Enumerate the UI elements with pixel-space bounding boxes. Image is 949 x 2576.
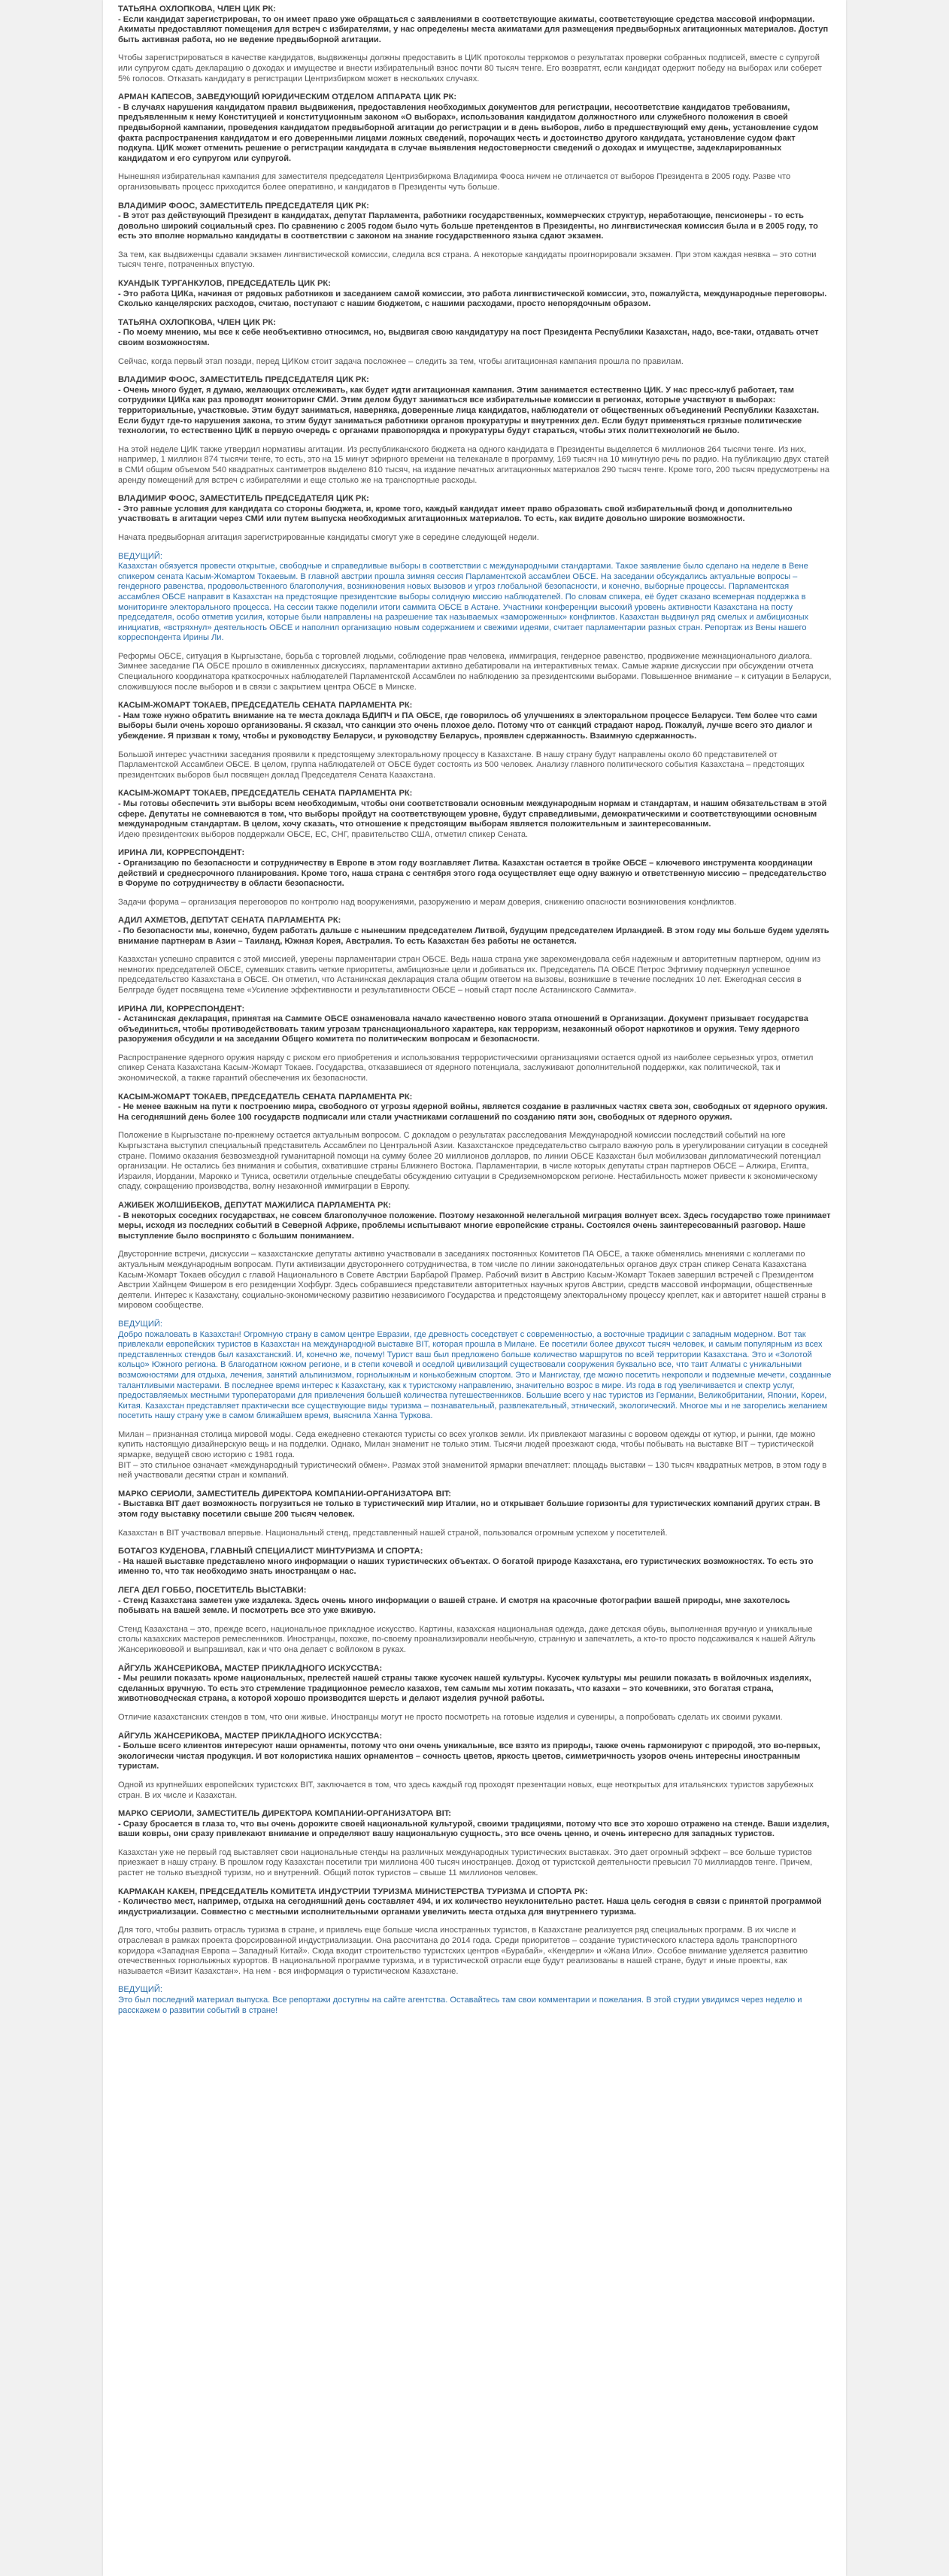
- speaker-name: АДИЛ АХМЕТОВ, ДЕПУТАТ СЕНАТА ПАРЛАМЕНТА РК:: [118, 916, 341, 926]
- speaker-name: ВЛАДИМИР ФООС, ЗАМЕСТИТЕЛЬ ПРЕДСЕДАТЕЛЯ ЦИК РК:: [118, 494, 369, 504]
- speaker-name: КАСЫМ-ЖОМАРТ ТОКАЕВ, ПРЕДСЕДАТЕЛЬ СЕНАТА ПАРЛАМЕНТА РК:: [118, 1092, 413, 1102]
- paragraph: Милан – признанная столица мировой моды. Седа ежедневно стекаются туристы со всех уголков земли. Их привлекают магазины с воровом одежды от кутюр, и рынки, где можно купить настоящую дизайнерскую вещь и на подделки. Однако, Милан знаменит не только этим. Тысячи людей проезжают сюда, чтобы побывать на выставке BIT – туристической ярмарке, ведущей свою историю с 1981 года.: [118, 1429, 816, 1460]
- transcript-block: [118, 445, 832, 486]
- speaker-name: КАСЫМ-ЖОМАРТ ТОКАЕВ, ПРЕДСЕДАТЕЛЬ СЕНАТА ПАРЛАМЕНТА РК:: [118, 789, 413, 799]
- transcript-block: [118, 701, 832, 741]
- transcript-block: [118, 279, 832, 310]
- transcript-block: [118, 1053, 832, 1084]
- speaker-quote: - На нашей выставке представлено много информации о наших туристических объектах. О богатой природе Казахстана, его туристических возможностях. То есть это именно то, что так необходимо знать иностранцам о нас.: [118, 1556, 814, 1577]
- paragraph: Идею президентских выборов поддержали ОБСЕ, ЕС, СНГ, правительство США, отметил спикер Сената.: [118, 829, 529, 839]
- transcript-block: [118, 1625, 832, 1656]
- transcript-block: [118, 1547, 832, 1577]
- paragraph: Казахстан в BIT участвовал впервые. Национальный стенд, представленный нашей страной, пользовался огромным успехом у посетителей.: [118, 1528, 668, 1538]
- transcript-block: [118, 1430, 832, 1481]
- speaker-name: АЙГУЛЬ ЖАНСЕРИКОВА, МАСТЕР ПРИКЛАДНОГО ИСКУССТВА:: [118, 1663, 383, 1673]
- transcript-block: [118, 202, 832, 242]
- transcript-block: [118, 848, 832, 889]
- transcript-body: [118, 5, 832, 2024]
- transcript-block: [118, 1250, 832, 1311]
- anchor-lead-text: Казахстан обязуется провести открытые, свободные и справедливые выборы в соответствии с международными стандартами. Такое заявление было сделано на неделе в Вене спикером сената Касым-Жомартом Токаевым. В главной австрии прошла зимняя сессия Парламентской ассамблеи ОБСЕ. На заседании обсуждались актуальные вопросы – гендерного равенства, продовольственного благополучия, возникновения новых вызовов и угроз глобальной безопасности, и конечно, выборные процессы. Парламентская ассамблея ОБСЕ направит в Казахстан на предстоящие президентские выборы солидную миссию наблюдателей. По словам спикера, её будет сказано всемерная поддержка в мониторинге электорального процесса. На сессии также поделили итоги саммита ОБСЕ в Астане. Участники конференции высокий уровень активности Казахстана на посту председателя, особо отметив усилия, которые были направлены на разрешение так называемых «замороженных» конфликтов. Казахстан выдвинул ряд смелых и амбициозных инициатив, «встряхнул» деятельность ОБСЕ и наполнил организацию новым содержанием и свежими идеями, считает парламентарии разных стран. Репортаж из Вены нашего корреспондента Ирины Ли.: [118, 562, 809, 643]
- speaker-name: МАРКО СЕРИОЛИ, ЗАМЕСТИТЕЛЬ ДИРЕКТОРА КОМПАНИИ-ОРГАНИЗАТОРА BIT:: [118, 1809, 451, 1819]
- paragraph: Казахстан уже не первый год выставляет свои национальные стенды на различных международных туристических выставках. Это дает огромный эффект – все больше туристов приезжает в нашу страну. В прошлом году Казахстан посетили три миллиона 400 тысяч иностранцев. Доход от туристской деятельности превысил 70 миллиардов тенге. Причем, растет не только въездной туризм, но и внутренний. Общий поток туристов – свыше 11 миллионов человек.: [118, 1847, 813, 1878]
- speaker-quote: - В этот раз действующий Президент в кандидатах, депутат Парламента, работники государственных, коммерческих структур, неработающие, пенсионеры - то есть довольно широкий социальный срез. По сравнению с 2005 годом было чуть больше претендентов в Президенты, но лингвистическая комиссия была и в 2005 году, то есть это вполне нормально кандидаты в соответствии с законом на знание государственного языка сдают экзамен.: [118, 211, 818, 241]
- transcript-block: [118, 1529, 832, 1539]
- transcript-block: [118, 916, 832, 947]
- transcript-block: [118, 898, 832, 908]
- paragraph: Задачи форума – организация переговоров по контролю над вооружениями, разоружению и мерам доверия, снижению опасности возникновения конфликтов.: [118, 897, 737, 907]
- speaker-quote: - Не менее важным на пути к построению мира, свободного от угрозы ядерной войны, является создание в различных частях света зон, свободных от ядерного оружия. На сегодняшний день более 100 государств подписали или стали участниками соглашений по созданию пяти зон, свободных от ядерного оружия.: [118, 1102, 828, 1122]
- paragraph: Двусторонние встречи, дискуссии – казахстанские депутаты активно участвовали в заседаниях постоянных Комитетов ПА ОБСЕ, а также обменялись мнениями с коллегами по актуальным международным вопросам. Пути активизации двустороннего сотрудничества, в том числе по линии законодательных органов двух стран спикер Сената Казахстана Касым-Жомарт Токаев обсудил с главой Национального в Совете Австрии Барбарой Прамер. Рабочий визит в Австрию Касым-Жомарт Токаев завершил встречей с Президентом Австрии Хайнцем Фишером в его резиденции Хофбург. Здесь собравшиеся представители авторитетных научных кругов Австрии, средств массовой информации, общественные деятели. Интерес к Казахстану, социально-экономическому развитию независимого Государства и предстоящему электоральному процессу креплет, как и авторитет нашей страны в мировом сообществе.: [118, 1250, 826, 1311]
- speaker-quote: - Мы решили показать кроме национальных, прелестей нашей страны также кусочек нашей культуры. Кусочек культуры мы решили показать в войлочных изделиях, сделанных вручную. То есть это стремление традиционное ремесло казахов, тем самым мы хотим показать, что казахи – это кочевники, это богатая страна, животноводческая страна, а которой хорошо производится шерсть и делают изделия ручной работы.: [118, 1674, 811, 1704]
- paragraph: На этой неделе ЦИК также утвердил нормативы агитации. Из республиканского бюджета на одного кандидата в Президенты выделяется 6 миллионов 264 тысячи тенге. Из них, например, 1 миллион 874 тысячи тенге, то есть, это на 15 минут эфирного времени на телеканале в программу, 169 тысяч на 10 минутную речь по радио. На публикацию двух статей в СМИ общим объемом 540 квадратных сантиметров выделено 810 тысяч, на издание печатных агитационных материалов 290 тысяч тенге. Кроме того, 200 тысяч предусмотрены на аренду помещений для встреч с избирателями и еще столько же на транспортные расходы.: [118, 444, 829, 485]
- transcript-block: [118, 1093, 832, 1123]
- speaker-quote: - Организацию по безопасности и сотрудничеству в Европе в этом году возглавляет Литва. Казахстан остается в тройке ОБСЕ – ключевого инструмента координации действий и среднесрочного планирования. Кроме того, наша страна с сентября этого года осуществляет еще одну важную и ответственную миссию – председательство в Форуме по сотрудничеству в области безопасности.: [118, 858, 826, 889]
- speaker-name: ВЛАДИМИР ФООС, ЗАМЕСТИТЕЛЬ ПРЕДСЕДАТЕЛЯ ЦИК РК:: [118, 375, 369, 385]
- speaker-quote: - По моему мнению, мы все к себе необъективно относимся, но, выдвигая свою кандидатуру на пост Президента Республики Казахстан, надо, все-таки, отдавать отчет своим возможностям.: [118, 328, 819, 348]
- anchor-heading: ВЕДУЩИЙ:: [118, 1319, 162, 1329]
- paragraph: Нынешняя избирательная кампания для заместителя председателя Центризбиркома Владимира Фооса ничем не отличается от выборов Президента в 2005 году. Разве что организовывать процесс приходится более оперативно, и кандидатов в Президенты чуть больше.: [118, 172, 791, 192]
- transcript-block: [118, 1490, 832, 1520]
- transcript-block: [118, 552, 832, 644]
- transcript-block: [118, 250, 832, 271]
- document-page: [103, 0, 846, 2576]
- paragraph: Положение в Кыргызстане по-прежнему остается актуальным вопросом. С докладом о результатах расследования Международной комиссии последствий событий на юге Кыргызстана выступил специальный представитель Ассамблеи по Центральной Азии. Казахстанское председательство сыграло важную роль в урегулировании ситуации в соседней стране. Помимо оказания безвозмездной гуманитарной помощи на сумму более 20 миллионов долларов, по линии ОБСЕ Казахстан был мобилизован дипломатический потенциал организации. Не остались без внимания и события, охватившие страны Ближнего Востока. Парламентарии, в числе которых депутаты стран партнеров ОБСЕ – Алжира, Египта, Израиля, Иордании, Марокко и Туниса, осветили отдельные спецдебаты обсуждению ситуации в Средиземноморском регионе. Нестабильность может привести к экономическому спаду, сокращению производства, волну незаконной иммиграции в Европу.: [118, 1131, 829, 1192]
- transcript-block: [118, 1005, 832, 1045]
- speaker-quote: - Стенд Казахстана заметен уже издалека. Здесь очень много информации о вашей стране. И смотря на красочные фотографии вашей природы, мне захотелось побывать на вашей земле. И посмотреть все это уже вживую.: [118, 1596, 790, 1616]
- anchor-heading: ВЕДУЩИЙ:: [118, 1985, 162, 1995]
- paragraph: Чтобы зарегистрироваться в качестве кандидатов, выдвиженцы должны предоставить в ЦИК протоколы терркомов о результатах проверки собранных подписей, вместе с супругой или супругом сдать декларацию о доходах и имуществе и внести избирательный взнос почти 80 тысяч тенге. Его возвратят, если кандидат одержит победу на выборах или соберет 5% голосов. Отказать кандидату в регистрации Центризбирком может в нескольких случаях.: [118, 53, 822, 83]
- speaker-quote: - Больше всего клиентов интересуют наши орнаменты, потому что они очень уникальные, все взято из природы, также очень гармонируют с природой, это во-первых, экологически чистая продукция. И вот колористика наших орнаментов – сочность цветов, яркость цветов, симметричность узоров очень интересны иностранным туристам.: [118, 1741, 820, 1771]
- transcript-block: [118, 750, 832, 781]
- transcript-block: [118, 494, 832, 525]
- speaker-quote: - Сразу бросается в глаза то, что вы очень дорожите своей национальной культурой, своими традициями, потому что все это хорошо отражено на стенде. Ваши изделия, ваши ковры, они сразу привлекают внимание и определяют вашу национальную сущность, это все очень ценно, и очень интересно для западных туристов.: [118, 1819, 829, 1839]
- speaker-name: ТАТЬЯНА ОХЛОПКОВА, ЧЛЕН ЦИК РК:: [118, 5, 276, 14]
- transcript-block: [118, 1887, 832, 1918]
- transcript-block: [118, 172, 832, 192]
- speaker-name: КАРМАКАН КАКЕН, ПРЕДСЕДАТЕЛЬ КОМИТЕТА ИНДУСТРИИ ТУРИЗМА МИНИСТЕРСТВА ТУРИЗМА И СПОРТА РК:: [118, 1887, 588, 1896]
- speaker-quote: - Очень много будет, я думаю, желающих отслеживать, как будет идти агитационная кампания. Этим занимается естественно ЦИК. У нас пресс-клуб работает, там сотрудники ЦИКа как раз проводят мониторинг СМИ. Этим делом будут заниматься все избирательные комиссии в регионах, которые участвуют в выборах: территориальные, участковые. Этим будут заниматься, наверняка, доверенные лица кандидатов, наблюдатели от общественных объединений Республики Казахстан. Если будут где-то нарушения закона, то этим будут заниматься работники органов прокуратуры и внутренних дел. Если будут применяться грязные политические технологии, то естественно ЦИК в первую очередь с органами правопорядка и прокуратуры будут стараться, чтобы этих политтехнологий не было.: [118, 385, 820, 436]
- transcript-block: [118, 1985, 832, 2016]
- speaker-quote: - Астанинская декларация, принятая на Саммите ОБСЕ ознаменовала начало качественно нового этапа отношений в Организации. Документ призывает государства объединиться, чтобы противодействовать таким угрозам транснационального характера, как терроризм, незаконный оборот наркотиков и оружия. Тему ядерного разоружения обсудили и на заседании Общего комитета по политическим вопросам и безопасности.: [118, 1014, 808, 1044]
- transcript-block: [118, 357, 832, 368]
- transcript-block: [118, 53, 832, 84]
- speaker-name: БОТАГОЗ КУДЕНОВА, ГЛАВНЫЙ СПЕЦИАЛИСТ МИНТУРИЗМА И СПОРТА:: [118, 1547, 423, 1556]
- speaker-quote: - Выставка BIT дает возможность погрузиться не только в туристический мир Италии, но и открывает большие горизонты для туристических компаний других стран. В этом году выставку посетили свыше 200 тысяч человек.: [118, 1499, 820, 1520]
- transcript-block: [118, 1780, 832, 1801]
- paragraph: Стенд Казахстана – это, прежде всего, национальное прикладное искусство. Картины, казахская национальная одежда, даже детская обувь, выполненная вручную и уникальные столы казахских мастеров ремесленников. Иностранцы, похоже, по-своему проанализировали необычную, странную и запечатлеть, а кто-то просто подсаживался к нашей Айгуль Жансерикововой и выпрашивал, как и что она делает с войлоком в руках.: [118, 1624, 816, 1654]
- speaker-quote: - В некоторых соседних государствах, не совсем благополучное положение. Поэтому незаконной нелегальной миграция волнует всех. Здесь государство тоже принимает меры, исходя из последних событий в Северной Африке, проблемы испытывают многие европейские страны. Состоялся очень заинтересованный разговор. Наше выступление было воспринято с большим пониманием.: [118, 1211, 831, 1241]
- transcript-block: [118, 92, 832, 164]
- speaker-quote: - Мы готовы обеспечить эти выборы всем необходимым, чтобы они соответствовали основным международным нормам и стандартам, и нашим обязательствам в этой сфере. Депутаты не сомневаются в том, что выборы пройдут на соответствующем уровне, будут справедливыми, демократическими и соответствующими основным международным стандартам. В целом, хочу сказать, что отношение к предстоящим выборам является положительным и заинтересованным.: [118, 799, 827, 829]
- transcript-block: [118, 1926, 832, 1977]
- anchor-lead-text: Добро пожаловать в Казахстан! Огромную страну в самом центре Евразии, где древность соседствует с современностью, а восточные традиции с западным модерном. Вот так привлекали европейских туристов в Казахстан на международной выставке ВIT, которая прошла в Милане. Ее посетили более двухсот тысяч человек, и самым популярным из всех представленных стендов был казахстанский. И, конечно же, почему! Турист ваш был предложено больше количество маршрутов по всей территории Казахстана. Это и «Золотой кольцо» Южного региона. В благодатном южном регионе, и в степи кочевой и оседлой цивилизаций существовали сооружения буквально все, что таит Алматы с уникальными возможностями для отдыха, лечения, занятий альпинизмом, горнолыжным и конькобежным спортом. Это и Мангистау, где можно посетить некрополи и подземные мечети, созданные талантливыми мастерами. В последнее время интерес к Казахстану, как к туристскому направлению, значительно возрос в мире. Из года в год увеличивается и спектр услуг, предоставляемых местными туроператорами для привлечения большей количества путешественников. Большие всего у нас туристов из Германии, Великобритании, Японии, Кореи, Китая. Казахстан представляет практически все существующие виды туризма – познавательный, развлекательный, этнический, экологический. Многое мы и не загорелись желанием посетить нашу страну уже в самом ближайшем время, выяснила Ханна Туркова.: [118, 1329, 832, 1421]
- speaker-name: МАРКО СЕРИОЛИ, ЗАМЕСТИТЕЛЬ ДИРЕКТОРА КОМПАНИИ-ОРГАНИЗАТОРА BIT:: [118, 1489, 451, 1499]
- speaker-quote: - Если кандидат зарегистрирован, то он имеет право уже обращаться с заявлениями в соответствующие акиматы, соответствующие средства массовой информации. Акиматы предоставляют помещения для встреч с избирателями, у нас определены места акиматами для размещения предвыборных агитационных материалов. Доступ быть активная работа, но не ведение предвыборной агитации.: [118, 14, 829, 44]
- speaker-name: ВЛАДИМИР ФООС, ЗАМЕСТИТЕЛЬ ПРЕДСЕДАТЕЛЯ ЦИК РК:: [118, 201, 369, 211]
- paragraph: Большой интерес участники заседания проявили к предстоящему электоральному процессу в Казахстане. В нашу страну будут направлены около 60 представителей от Парламентской Ассамблеи ОБСЕ. В целом, группа наблюдателей от ОБСЕ будет состоять из 500 человек. Анализу главного политического события Казахстана – предстоящих президентских выборов был посвящен доклад Председателя Сената Казахстана.: [118, 750, 805, 780]
- paragraph: BIT – это стильное означает «международный туристический обмен». Размах этой знаменитой ярмарки впечатляет: площадь выставки – 130 тысяч квадратных метров, в этом году в ней участвовали десятки стран и компаний.: [118, 1460, 827, 1480]
- transcript-block: [118, 1664, 832, 1705]
- transcript-block: [118, 1713, 832, 1723]
- transcript-block: [118, 1586, 832, 1617]
- paragraph: Начата предвыборная агитация зарегистрированные кандидаты смогут уже в середине следующей недели.: [118, 532, 539, 542]
- transcript-block: [118, 789, 832, 840]
- paragraph: Сейчас, когда первый этап позади, перед ЦИКом стоит задача посложнее – следить за тем, чтобы агитационная кампания прошла по правилам.: [118, 356, 684, 366]
- paragraph: Распространение ядерного оружия наряду с риском его приобретения и использования террористическими организациями остается одной из наиболее серьезных угроз, отметил спикер Сената Казахстана Касым-Жомарт Токаев. Государства, отказавшиеся от ядерного потенциала, заслуживают дополнительной поддержки, как политической, так и экономической, а также гарантий обеспечения их безопасности.: [118, 1053, 814, 1083]
- transcript-block: [118, 652, 832, 692]
- paragraph: Казахстан успешно справится с этой миссией, уверены парламентарии стран ОБСЕ. Ведь наша страна уже зарекомендовала себя надежным и авторитетным партнером, одним из немногих председателей ОБСЕ, сумевших ставить четкие приоритеты, амбициозные цели и добиваться их. Председатель ПА ОБСЕ Петрос Эфтимиу подчеркнул успешное председательство Казахстана в ОБСЕ. Он отметил, что Астанинская декларация стала общим ответом на вызовы, возникшие в течение последних 10 лет. Ежегодная сессия в Белграде будет посвящена теме «Усиление эффективности и результативности ОБСЕ – новый старт после Астанинского Саммита».: [118, 955, 821, 995]
- transcript-block: [118, 1809, 832, 1840]
- anchor-lead-text: Это был последний материал выпуска. Все репортажи доступны на сайте агентства. Оставайтесь там свои комментарии и пожелания. В этой студии увидимся через неделю и расскажем о развитии событий в стране!: [118, 1996, 802, 2015]
- speaker-name: КАСЫМ-ЖОМАРТ ТОКАЕВ, ПРЕДСЕДАТЕЛЬ СЕНАТА ПАРЛАМЕНТА РК:: [118, 701, 413, 711]
- transcript-block: [118, 1131, 832, 1193]
- transcript-block: [118, 375, 832, 437]
- speaker-name: ЛЕГА ДЕЛ ГОББО, ПОСЕТИТЕЛЬ ВЫСТАВКИ:: [118, 1586, 307, 1595]
- paragraph: За тем, как выдвиженцы сдавали экзамен лингвистической комиссии, следила вся страна. А некоторые кандидаты проигнорировали экзамен. При этом каждая неявка – это сотни тысяч тенге, потраченных впустую.: [118, 250, 817, 270]
- speaker-quote: - Нам тоже нужно обратить внимание на те места доклада БДИПЧ и ПА ОБСЕ, где говорилось об улучшениях в электоральном процессе Беларуси. Тем более что сами выборы были очень хорошо организованы. Я сказал, что санкции это очень плохое дело. Потому что от санкций страдают народ. Пожалуй, лучше всего это диалог и убеждение. Я призван к тому, чтобы и руководству Беларуси, и руководству Беларусь, проявлен сдержанность. Взаимную сдержанность.: [118, 711, 817, 741]
- transcript-block: [118, 1732, 832, 1772]
- transcript-block: [118, 955, 832, 996]
- transcript-block: [118, 1848, 832, 1879]
- speaker-quote: - Это равные условия для кандидата со стороны бюджета, и, кроме того, каждый кандидат имеет право образовать свой избирательный фонд и дополнительно участвовать в агитации через СМИ или путем выпуска необходимых агитационных материалов. То есть, как видите довольно широкие возможности.: [118, 504, 793, 524]
- speaker-quote: - В случаях нарушения кандидатом правил выдвижения, предоставления необходимых документов для регистрации, несоответствие кандидатов требованиям, предъявленным к нему Конституцией и конституционным законом «О выборах», использования кандидатом должностного или служебного положения в своей предвыборной кампании, проведения кандидатом предвыборной агитации до регистрации и в день выборов, либо в предшествующий ему день, установление судом факта распространения кандидатом и его доверенными лицами ложных сведений, порочащих честь и достоинство другого кандидата, установление судом факт подкупа. ЦИК может отменить решение о регистрации кандидата в случае выявления недостоверности сведений о доходах и имуществе, задекларированных кандидатом и его супругом или супругой.: [118, 102, 819, 163]
- transcript-block: [118, 533, 832, 544]
- transcript-block: [118, 1201, 832, 1241]
- transcript-block: [118, 5, 832, 45]
- speaker-quote: - По безопасности мы, конечно, будем работать дальше с нынешним председателем Литвой, будущим председателем Ирландией. В этом году мы больше будем уделять внимание партнерам в Азии – Таиланд, Южная Корея, Австралия. То есть Казахстан без работы не останется.: [118, 926, 829, 946]
- speaker-name: КУАНДЫК ТУРГАНКУЛОВ, ПРЕДСЕДАТЕЛЬ ЦИК РК:: [118, 279, 331, 289]
- speaker-quote: - Количество мест, например, отдыха на сегодняшний день составляет 494, и их количество неуклонительно растет. Наша цель сегодня в связи с принятой программой индустриализации. Совместно с местными исполнительными органами увеличить места отдыха для внутреннего туризма.: [118, 1897, 822, 1917]
- speaker-name: ИРИНА ЛИ, КОРРЕСПОНДЕНТ:: [118, 848, 245, 858]
- speaker-name: АРМАН КАПЕСОВ, ЗАВЕДУЮЩИЙ ЮРИДИЧЕСКИМ ОТДЕЛОМ АППАРАТА ЦИК РК:: [118, 92, 457, 102]
- transcript-block: [118, 318, 832, 349]
- paragraph: Для того, чтобы развить отрасль туризма в стране, и привлечь еще больше числа иностранных туристов, в Казахстане реализуется ряд специальных программ. В их числе и отраслевая в рамках проекта форсированной индустриализации. Она рассчитана до 2014 года. Среди приоритетов – создание туристического кластера вдоль транспортного коридора «Западная Европа – Западный Китай». Сюда входит строительство туристских центров «Бурабай», «Кендерли» и «Жана Или». Особое внимание уделяется развитию отечественных горнолыжных курортов. В национальной программе туризма, и в туристической отрасли еще будут реализованы в нашей стране, будут и иные проекты, как называется «Визит Казахстан». На нем - вся информация о туристическом Казахстане.: [118, 1926, 808, 1976]
- paragraph: Одной из крупнейших европейских туристских BIT, заключается в том, что здесь каждый год проходят презентации новых, еще неоткрытых для итальянских туристов зарубежных стран. В их числе и Казахстан.: [118, 1780, 814, 1800]
- speaker-quote: - Это работа ЦИКа, начиная от рядовых работников и заседанием самой комиссии, это работа лингвистической комиссии, это, пожалуйста, международные переговоры. Сколько канцелярских расходов, считаю, поступают с нашим бюджетом, с нашими расходами, просто непорядочным образом.: [118, 289, 827, 309]
- paragraph: Отличие казахстанских стендов в том, что они живые. Иностранцы могут не просто посмотреть на готовые изделия и сувениры, а попробовать сделать их своими руками.: [118, 1712, 783, 1722]
- anchor-heading: ВЕДУЩИЙ:: [118, 551, 162, 561]
- speaker-name: ИРИНА ЛИ, КОРРЕСПОНДЕНТ:: [118, 1004, 245, 1014]
- speaker-name: ТАТЬЯНА ОХЛОПКОВА, ЧЛЕН ЦИК РК:: [118, 317, 276, 327]
- speaker-name: АЙГУЛЬ ЖАНСЕРИКОВА, МАСТЕР ПРИКЛАДНОГО ИСКУССТВА:: [118, 1731, 383, 1741]
- speaker-name: АЖИБЕК ЖОЛШИБЕКОВ, ДЕПУТАТ МАЖИЛИСА ПАРЛАМЕНТА РК:: [118, 1201, 391, 1210]
- paragraph: Реформы ОБСЕ, ситуация в Кыргызстане, борьба с торговлей людьми, соблюдение прав человека, иммиграция, гендерное равенство, продвижение межнационального диалога. Зимнее заседание ПА ОБСЕ прошло в оживленных дискуссиях, парламентарии активно дебатировали на интерактивных темах. Самые жаркие дискуссии при обсуждении отчета Специального координатора краткосрочных наблюдателей Парламентской Ассамблеи по наблюдению за президентскими выборами. Повышенное внимание – к ситуации в Беларуси, сложившуюся после выборов и в связи с закрытием центра ОБСЕ в Минске.: [118, 651, 832, 692]
- transcript-block: [118, 1320, 832, 1422]
